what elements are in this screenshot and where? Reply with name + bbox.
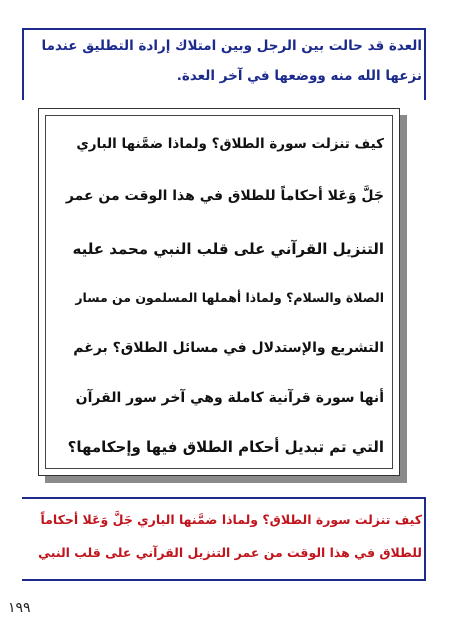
page-number: ١٩٩ — [8, 600, 31, 616]
top-paragraph-line-1: العدة قد حالت بين الرجل وبين امتلاك إرادة التطليق عندما — [41, 38, 422, 54]
top-paragraph-line-2: نزعها الله منه ووضعها في آخر العدة. — [176, 68, 422, 84]
boxed-line-2: جَلَّ وَعَلا أحكاماً للطلاق في هذا الوقت من عمر — [65, 188, 384, 204]
boxed-line-3: التنزيل القرآني على قلب النبي محمد عليه — [72, 240, 384, 258]
boxed-line-1: كيف تنزلت سورة الطلاق؟ ولماذا ضمَّنها الباري — [76, 136, 384, 152]
boxed-line-6: أنها سورة قرآنية كاملة وهي آخر سور القرآن — [75, 390, 384, 406]
boxed-line-7: التي تم تبديل أحكام الطلاق فيها وإحكامها؟ — [67, 438, 384, 456]
boxed-line-4: الصلاة والسلام؟ ولماذا أهملها المسلمون من مسار — [75, 290, 384, 305]
bottom-frame — [22, 497, 426, 581]
bottom-paragraph-line-2: للطلاق في هذا الوقت من عمر التنزيل القرآني على قلب النبي — [38, 545, 422, 560]
boxed-line-5: التشريع والإستدلال في مسائل الطلاق؟ برغم — [73, 340, 384, 356]
bottom-paragraph-line-1: كيف تنزلت سورة الطلاق؟ ولماذا ضمَّنها الباري جَلَّ وَعَلا أحكاماً — [40, 512, 422, 527]
